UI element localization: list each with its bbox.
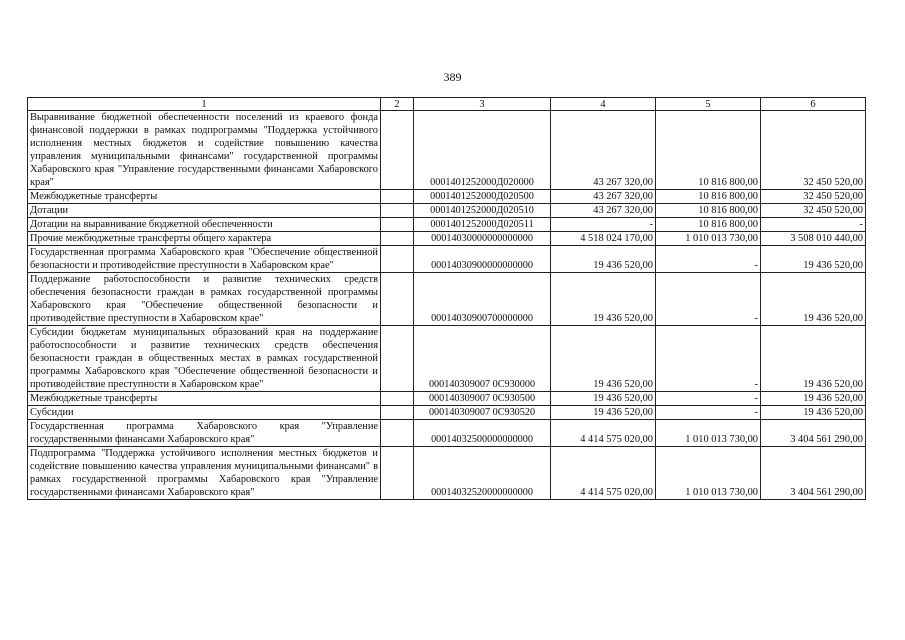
table-row xyxy=(28,218,866,232)
row-code: 0001401252000Д020510 xyxy=(414,204,551,218)
row-value-4: 19 436 520,00 xyxy=(551,246,656,273)
row-col2 xyxy=(381,447,414,500)
row-col2 xyxy=(381,190,414,204)
row-value-6: 32 450 520,00 xyxy=(761,111,866,190)
row-name: Государственная программа Хабаровского края "Управление государственными финансами Хабаровского края" xyxy=(28,420,381,447)
row-col2 xyxy=(381,246,414,273)
row-col2 xyxy=(381,326,414,392)
row-value-4: 19 436 520,00 xyxy=(551,392,656,406)
row-value-6: - xyxy=(761,218,866,232)
table-row xyxy=(28,326,866,392)
row-col2 xyxy=(381,273,414,326)
row-name: Субсидии xyxy=(28,406,381,420)
row-col2 xyxy=(381,232,414,246)
row-value-5: - xyxy=(656,273,761,326)
column-header-5: 5 xyxy=(656,98,761,111)
row-value-4: 19 436 520,00 xyxy=(551,406,656,420)
table-row xyxy=(28,246,866,273)
row-col2 xyxy=(381,420,414,447)
row-code: 00014030000000000000 xyxy=(414,232,551,246)
row-code: 0001401252000Д020500 xyxy=(414,190,551,204)
row-value-6: 3 404 561 290,00 xyxy=(761,420,866,447)
row-value-4: 4 414 575 020,00 xyxy=(551,420,656,447)
row-col2 xyxy=(381,204,414,218)
row-value-5: 10 816 800,00 xyxy=(656,190,761,204)
row-name: Государственная программа Хабаровского края "Обеспечение общественной безопасности и противодействие преступности в Хабаровском крае" xyxy=(28,246,381,273)
row-value-5: 10 816 800,00 xyxy=(656,204,761,218)
row-value-5: 10 816 800,00 xyxy=(656,111,761,190)
row-name: Поддержание работоспособности и развитие технических средств обеспечения безопасности граждан в рамках государственной программы Хабаровского края "Обеспечение общественной безопасности и противодействие преступности в Хабаровском крае" xyxy=(28,273,381,326)
table-row xyxy=(28,392,866,406)
row-value-4: 4 518 024 170,00 xyxy=(551,232,656,246)
column-header-1: 1 xyxy=(28,98,381,111)
row-name: Дотации xyxy=(28,204,381,218)
row-code: 00014032500000000000 xyxy=(414,420,551,447)
table-row xyxy=(28,420,866,447)
row-col2 xyxy=(381,406,414,420)
row-col2 xyxy=(381,218,414,232)
row-name: Подпрограмма "Поддержка устойчивого исполнения местных бюджетов и содействие повышению качества управления муниципальными финансами" в рамках государственной программы Хабаровского края "Управление государственными финансами Хабаровского края" xyxy=(28,447,381,500)
table-row xyxy=(28,232,866,246)
row-value-4: 4 414 575 020,00 xyxy=(551,447,656,500)
row-code: 00014030900700000000 xyxy=(414,273,551,326)
row-value-6: 32 450 520,00 xyxy=(761,204,866,218)
row-value-4: 19 436 520,00 xyxy=(551,326,656,392)
row-code: 00014032520000000000 xyxy=(414,447,551,500)
row-value-6: 19 436 520,00 xyxy=(761,326,866,392)
row-code: 000140309007 0C930000 xyxy=(414,326,551,392)
row-value-5: 1 010 013 730,00 xyxy=(656,232,761,246)
row-code: 000140309007 0C930520 xyxy=(414,406,551,420)
row-value-6: 19 436 520,00 xyxy=(761,392,866,406)
row-code: 0001401252000Д020000 xyxy=(414,111,551,190)
table-row xyxy=(28,447,866,500)
row-name: Выравнивание бюджетной обеспеченности поселений из краевого фонда финансовой поддержки в рамках подпрограммы "Поддержка устойчивого исполнения местных бюджетов и содействие повышению качества управления муниципальными финансами" государственной программы Хабаровского края "Управление государственными финансами Хабаровского края" xyxy=(28,111,381,190)
row-value-6: 19 436 520,00 xyxy=(761,406,866,420)
row-code: 0001401252000Д020511 xyxy=(414,218,551,232)
row-code: 00014030900000000000 xyxy=(414,246,551,273)
row-value-4: - xyxy=(551,218,656,232)
table-row xyxy=(28,406,866,420)
row-value-4: 19 436 520,00 xyxy=(551,273,656,326)
budget-table xyxy=(27,97,866,500)
row-value-6: 19 436 520,00 xyxy=(761,246,866,273)
row-value-6: 32 450 520,00 xyxy=(761,190,866,204)
row-code: 000140309007 0C930500 xyxy=(414,392,551,406)
row-value-6: 3 404 561 290,00 xyxy=(761,447,866,500)
row-value-6: 3 508 010 440,00 xyxy=(761,232,866,246)
row-value-5: 1 010 013 730,00 xyxy=(656,447,761,500)
row-name: Межбюджетные трансферты xyxy=(28,392,381,406)
row-value-4: 43 267 320,00 xyxy=(551,204,656,218)
column-header-2: 2 xyxy=(381,98,414,111)
row-value-5: 1 010 013 730,00 xyxy=(656,420,761,447)
column-header-6: 6 xyxy=(761,98,866,111)
row-name: Межбюджетные трансферты xyxy=(28,190,381,204)
row-value-5: - xyxy=(656,406,761,420)
column-header-4: 4 xyxy=(551,98,656,111)
row-value-5: - xyxy=(656,246,761,273)
header-row xyxy=(28,98,866,111)
row-name: Дотации на выравнивание бюджетной обеспеченности xyxy=(28,218,381,232)
row-value-4: 43 267 320,00 xyxy=(551,190,656,204)
row-col2 xyxy=(381,392,414,406)
row-name: Субсидии бюджетам муниципальных образований края на поддержание работоспособности и развитие технических средств обеспечения безопасности граждан в общественных местах в рамках государственной программы Хабаровского края "Обеспечение общественной безопасности и противодействие преступности в Хабаровском крае" xyxy=(28,326,381,392)
row-value-5: - xyxy=(656,392,761,406)
column-header-3: 3 xyxy=(414,98,551,111)
page-number: 389 xyxy=(443,70,462,84)
table-row xyxy=(28,190,866,204)
row-value-5: - xyxy=(656,326,761,392)
table-row xyxy=(28,204,866,218)
table-row xyxy=(28,111,866,190)
table-row xyxy=(28,273,866,326)
row-name: Прочие межбюджетные трансферты общего характера xyxy=(28,232,381,246)
row-value-4: 43 267 320,00 xyxy=(551,111,656,190)
row-value-6: 19 436 520,00 xyxy=(761,273,866,326)
row-col2 xyxy=(381,111,414,190)
row-value-5: 10 816 800,00 xyxy=(656,218,761,232)
